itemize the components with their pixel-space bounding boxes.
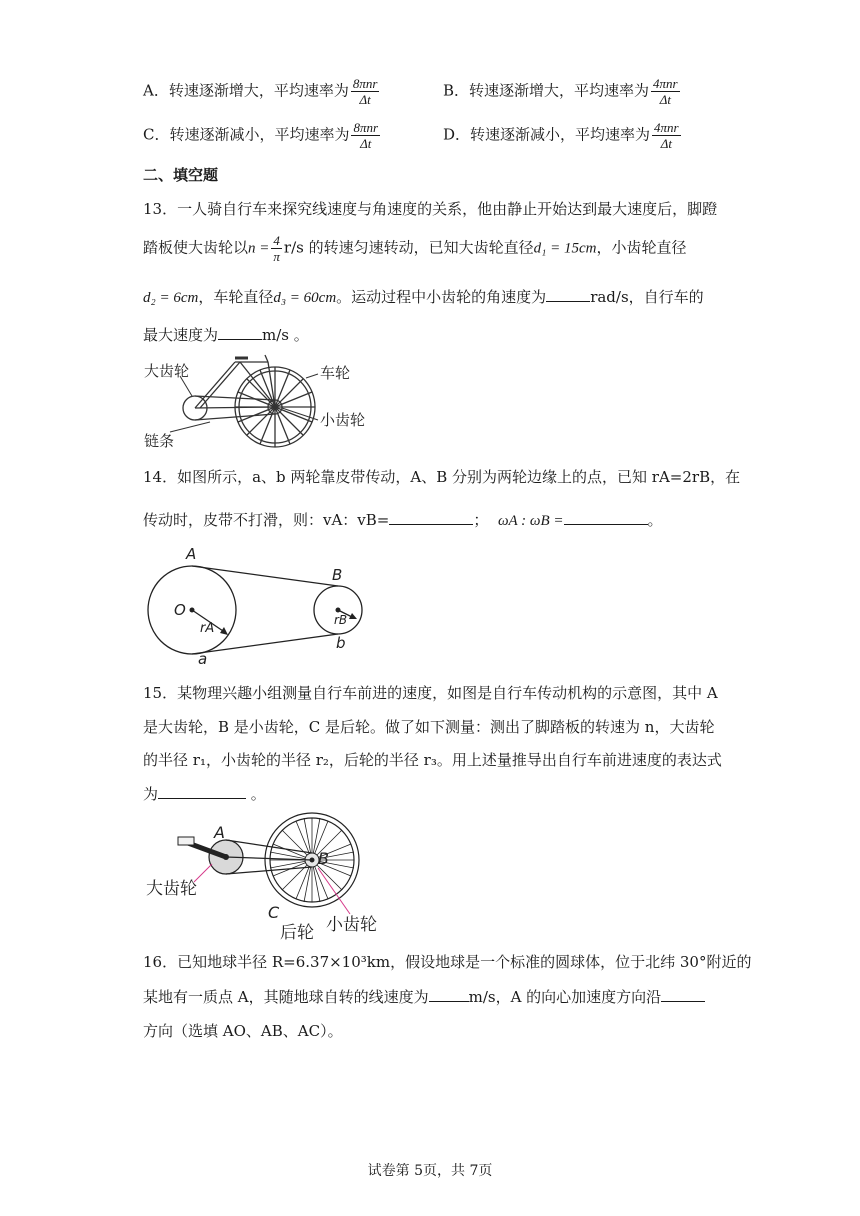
q13-line-4: 最大速度为 m/s 。 bbox=[143, 326, 309, 344]
fig15-label-small-gear: 小齿轮 bbox=[326, 915, 377, 935]
fig13-label-small-gear: 小齿轮 bbox=[320, 411, 366, 429]
option-d-text: D．转速逐渐减小，平均速率为 bbox=[443, 125, 651, 144]
q13-n-eq: n = bbox=[248, 240, 270, 257]
option-c[interactable] bbox=[143, 120, 382, 151]
q14-omega-ratio: ωA : ωB = bbox=[497, 513, 564, 529]
q14-line-2: 传动时，皮带不打滑，则：vA：vB= ； ωA : ωB = 。 bbox=[143, 511, 663, 529]
q13-d2: d₂ = 6cm bbox=[143, 290, 199, 306]
q13-blank-2[interactable] bbox=[218, 325, 262, 340]
belt-drive-figure bbox=[140, 540, 380, 670]
q14-blank-2[interactable] bbox=[564, 510, 648, 525]
q15-line-3: 的半径 r₁，小齿轮的半径 r₂，后轮的半径 r₃。用上述量推导出自行车前进速度的表达式 bbox=[143, 751, 722, 769]
fig14-label-B: B bbox=[332, 566, 343, 584]
section-title: 二、填空题 bbox=[143, 166, 219, 184]
option-c-fraction: $\frac{\text{8πnr}}{\Delta t}$ bbox=[353, 120, 379, 151]
fig13-label-big-gear: 大齿轮 bbox=[144, 362, 190, 380]
q14-line-1: 14．如图所示，a、b 两轮靠皮带传动，A、B 分别为两轮边缘上的点，已知 rA=2rB，在 bbox=[143, 468, 741, 486]
q15-blank[interactable] bbox=[158, 784, 246, 799]
fig14-label-rB: rB bbox=[334, 613, 348, 627]
q13-line-1: 13．一人骑自行车来探究线速度与角速度的关系，他由静止开始达到最大速度后，脚蹬 bbox=[143, 200, 718, 218]
q13-line-2: 踏板使大齿轮以n = $\frac{4}{\pi}$ r/s 的转速匀速转动，已知大齿轮直径d₁ = 15cm，小齿轮直径 bbox=[143, 233, 687, 264]
fig15-label-rear-wheel: 后轮 bbox=[280, 923, 314, 942]
option-a-text: A．转速逐渐增大，平均速率为 bbox=[143, 81, 349, 100]
fig15-label-B: B bbox=[318, 849, 329, 868]
q15-line-2: 是大齿轮，B 是小齿轮，C 是后轮。做了如下测量：测出了脚踏板的转速为 n，大齿轮 bbox=[143, 718, 715, 736]
fig15-label-A: A bbox=[214, 823, 225, 842]
q13-d3: d₃ = 60cm bbox=[273, 290, 337, 306]
fig13-label-chain: 链条 bbox=[144, 432, 175, 450]
page-footer: 试卷第 5页，共 7页 bbox=[367, 1163, 493, 1179]
option-a-fraction: $\frac{\text{8πnr}}{\Delta t}$ bbox=[352, 76, 378, 107]
q13-blank-1[interactable] bbox=[546, 287, 590, 302]
option-b-fraction: $\frac{\text{4πnr}}{\Delta t}$ bbox=[653, 76, 678, 107]
fig14-label-a: a bbox=[198, 650, 208, 668]
belt-bottom bbox=[192, 634, 338, 654]
option-b-text: B．转速逐渐增大，平均速率为 bbox=[443, 81, 650, 100]
q16-blank-1[interactable] bbox=[429, 987, 469, 1002]
q16-line-1: 16．已知地球半径 R=6.37×10³km，假设地球是一个标准的圆球体，位于北纬 30°附近的 bbox=[143, 953, 752, 971]
fig14-label-rA: rA bbox=[200, 621, 215, 636]
pedal bbox=[178, 837, 194, 845]
q16-line-2: 某地有一质点 A，其随地球自转的线速度为 m/s，A 的向心加速度方向沿 bbox=[143, 986, 705, 1007]
fig14-label-A: A bbox=[186, 545, 197, 563]
option-d[interactable] bbox=[443, 120, 683, 151]
option-b[interactable] bbox=[443, 76, 682, 107]
fig13-label-wheel: 车轮 bbox=[320, 364, 351, 382]
q16-line-3: 方向（选填 AO、AB、AC）。 bbox=[143, 1022, 343, 1040]
option-d-fraction: $\frac{\text{4πnr}}{\Delta t}$ bbox=[654, 120, 679, 151]
q16-blank-2[interactable] bbox=[661, 987, 705, 1002]
option-a[interactable] bbox=[143, 76, 381, 107]
fig14-label-b: b bbox=[336, 634, 346, 652]
q13-line-3: d₂ = 6cm，车轮直径d₃ = 60cm。运动过程中小齿轮的角速度为 rad/s，自行车的 bbox=[143, 288, 704, 306]
q14-blank-1[interactable] bbox=[389, 510, 473, 525]
q15-line-4: 为 。 bbox=[143, 785, 266, 803]
fig15-label-C: C bbox=[268, 903, 280, 922]
belt-top bbox=[192, 566, 338, 586]
option-c-text: C．转速逐渐减小，平均速率为 bbox=[143, 125, 350, 144]
q15-line-1: 15．某物理兴趣小组测量自行车前进的速度，如图是自行车传动机构的示意图，其中 A bbox=[143, 684, 718, 702]
q13-d1: d₁ = 15cm bbox=[533, 240, 597, 257]
fig14-label-O: O bbox=[174, 601, 186, 619]
transmission-figure bbox=[140, 812, 390, 942]
q13-fraction: $\frac{4}{\pi}$ bbox=[273, 233, 280, 264]
fig15-label-big-gear: 大齿轮 bbox=[146, 879, 197, 899]
bicycle-figure bbox=[140, 350, 380, 452]
